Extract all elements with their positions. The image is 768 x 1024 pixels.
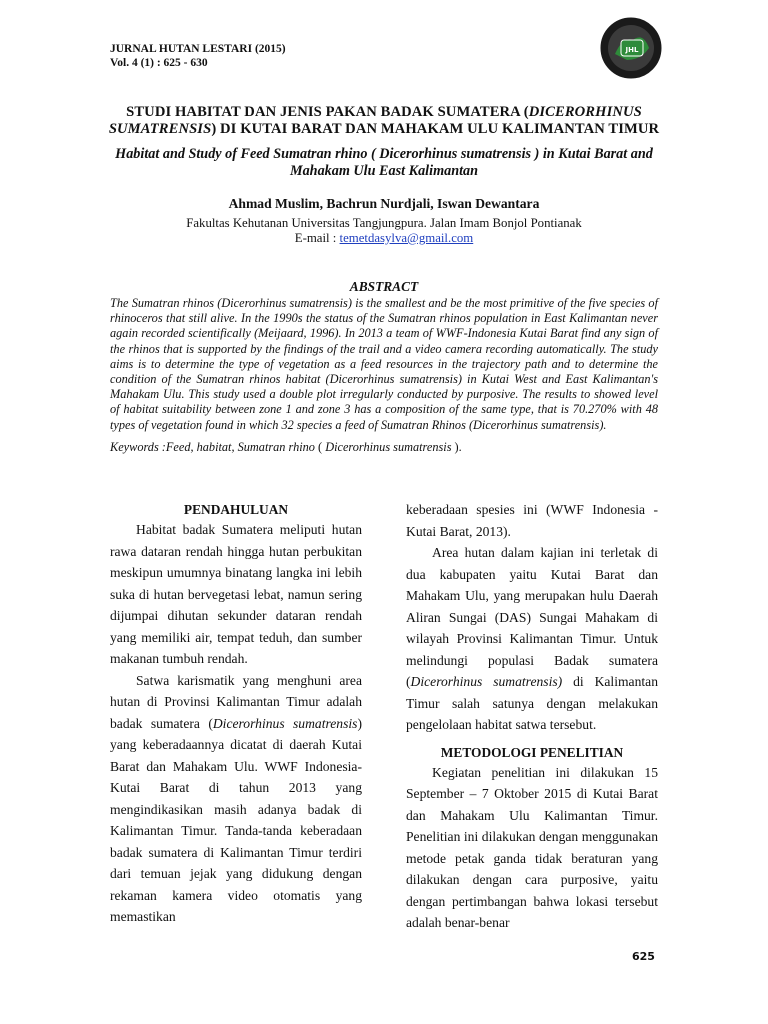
paper-title: STUDI HABITAT DAN JENIS PAKAN BADAK SUMATERA (DICERORHINUS SUMATRENSIS) DI KUTAI BARAT DAN MAHAKAM ULU KALIMANTAN TIMUR — [108, 104, 660, 137]
journal-volume: Vol. 4 (1) : 625 - 630 — [110, 57, 208, 69]
right-column — [406, 499, 658, 934]
email-link[interactable]: temetdasylva@gmail.com — [339, 231, 474, 245]
page-number: 625 — [632, 950, 655, 963]
title-block — [100, 104, 668, 246]
title-species: DICERORHINUS SUMATRENSIS — [108, 104, 642, 137]
abstract-heading: ABSTRACT — [349, 279, 419, 294]
svg-text:JHL: JHL — [625, 46, 639, 54]
journal-logo-icon — [597, 14, 665, 82]
authors: Ahmad Muslim, Bachrun Nurdjali, Iswan Dewantara — [228, 196, 540, 211]
keywords: Keywords :Feed, habitat, Sumatran rhino ( Dicerorhinus sumatrensis ). — [110, 440, 462, 454]
section-heading-pendahuluan: PENDAHULUAN — [183, 502, 289, 517]
paragraph: Area hutan dalam kajian ini terletak di dua kabupaten yaitu Kutai Barat dan Mahakam Ulu, yang merupakan hulu Daerah Aliran Sungai (DAS) Sungai Mahakam di wilayah Provinsi Kalimantan Timur. Untuk melindungi populasi Badak sumatera (Dicerorhinus sumatrensis) di Kalimantan Timur salah satunya dengan melakukan pengelolaan habitat satwa tersebut. — [406, 545, 658, 732]
paper-subtitle: Habitat and Study of Feed Sumatran rhino ( Dicerorhinus sumatrensis ) in Kutai Barat and Mahakam Ulu East Kalimantan — [115, 146, 653, 179]
affiliation: Fakultas Kehutanan Universitas Tangjungpura. Jalan Imam Bonjol Pontianak — [186, 216, 582, 230]
paragraph: Habitat badak Sumatera meliputi hutan rawa dataran rendah hingga hutan perbukitan meskipun umumnya binatang langka ini lebih suka di hutan bervegetasi lebat, namun sering dijumpai dihutan sekunder dataran rendah yang memiliki air, tempat teduh, dan sumber makanan tumbuh rendah. — [110, 522, 362, 666]
journal-name: JURNAL HUTAN LESTARI (2015) — [110, 43, 286, 55]
left-column — [110, 500, 362, 928]
email-line: E-mail : temetdasylva@gmail.com — [294, 231, 474, 245]
paragraph: keberadaan spesies ini (WWF Indonesia - Kutai Barat, 2013). — [406, 502, 658, 539]
abstract-text: The Sumatran rhinos (Dicerorhinus sumatrensis) is the smallest and be the most primitive of the five species of rhinoceros that still alive. In the 1990s the status of the Sumatran rhinos population in East Kalimantan never again recorded scientifically (Meijaard, 1996). In 2013 a team of WWF-Indonesia Kutai Barat find any sign of the rhinos that is supported by the findings of the trail and a video camera recording automatically. The study aims is to determine the type of vegetation as a feed resources in the trajectory path and to determine the condition of the Sumatran rhinos habitat (Dicerorhinus sumatrensis) in Kutai West and East Kalimantan's Mahakam Ulu. This study used a double plot irregularly conducted by purposive. The results to showed level of habitat suitability between zone 1 and zone 3 has a composition of the same type, that is 70.270% with 48 types of vegetation found in which 32 species a feed of Sumatran Rhinos (Dicerorhinus sumatrensis). — [110, 296, 658, 432]
paragraph: Satwa karismatik yang menghuni area hutan di Provinsi Kalimantan Timur adalah badak sumatera (Dicerorhinus sumatrensis) yang keberadaannya dicatat di daerah Kutai Barat dan Mahakam Ulu. WWF Indonesia-Kutai Barat di tahun 2013 yang mengindikasikan masih adanya badak di Kalimantan Timur. Tanda-tanda keberadaan badak sumatera di Kalimantan Timur terdiri dari temuan jejak yang didukung dengan rekaman kamera video otomatis yang memastikan — [110, 672, 362, 924]
journal-header — [110, 42, 286, 70]
paragraph: Kegiatan penelitian ini dilakukan 15 September – 7 Oktober 2015 di Kutai Barat dan Mahakam Ulu Kalimantan Timur. Penelitian ini dilakukan dengan menggunakan metode petak ganda tidak beraturan yang dilakukan dengan cara purposive, yaitu dengan pertimbangan bahwa lokasi tersebut adalah benar-benar — [406, 764, 658, 930]
section-heading-metodologi: METODOLOGI PENELITIAN — [440, 744, 624, 760]
